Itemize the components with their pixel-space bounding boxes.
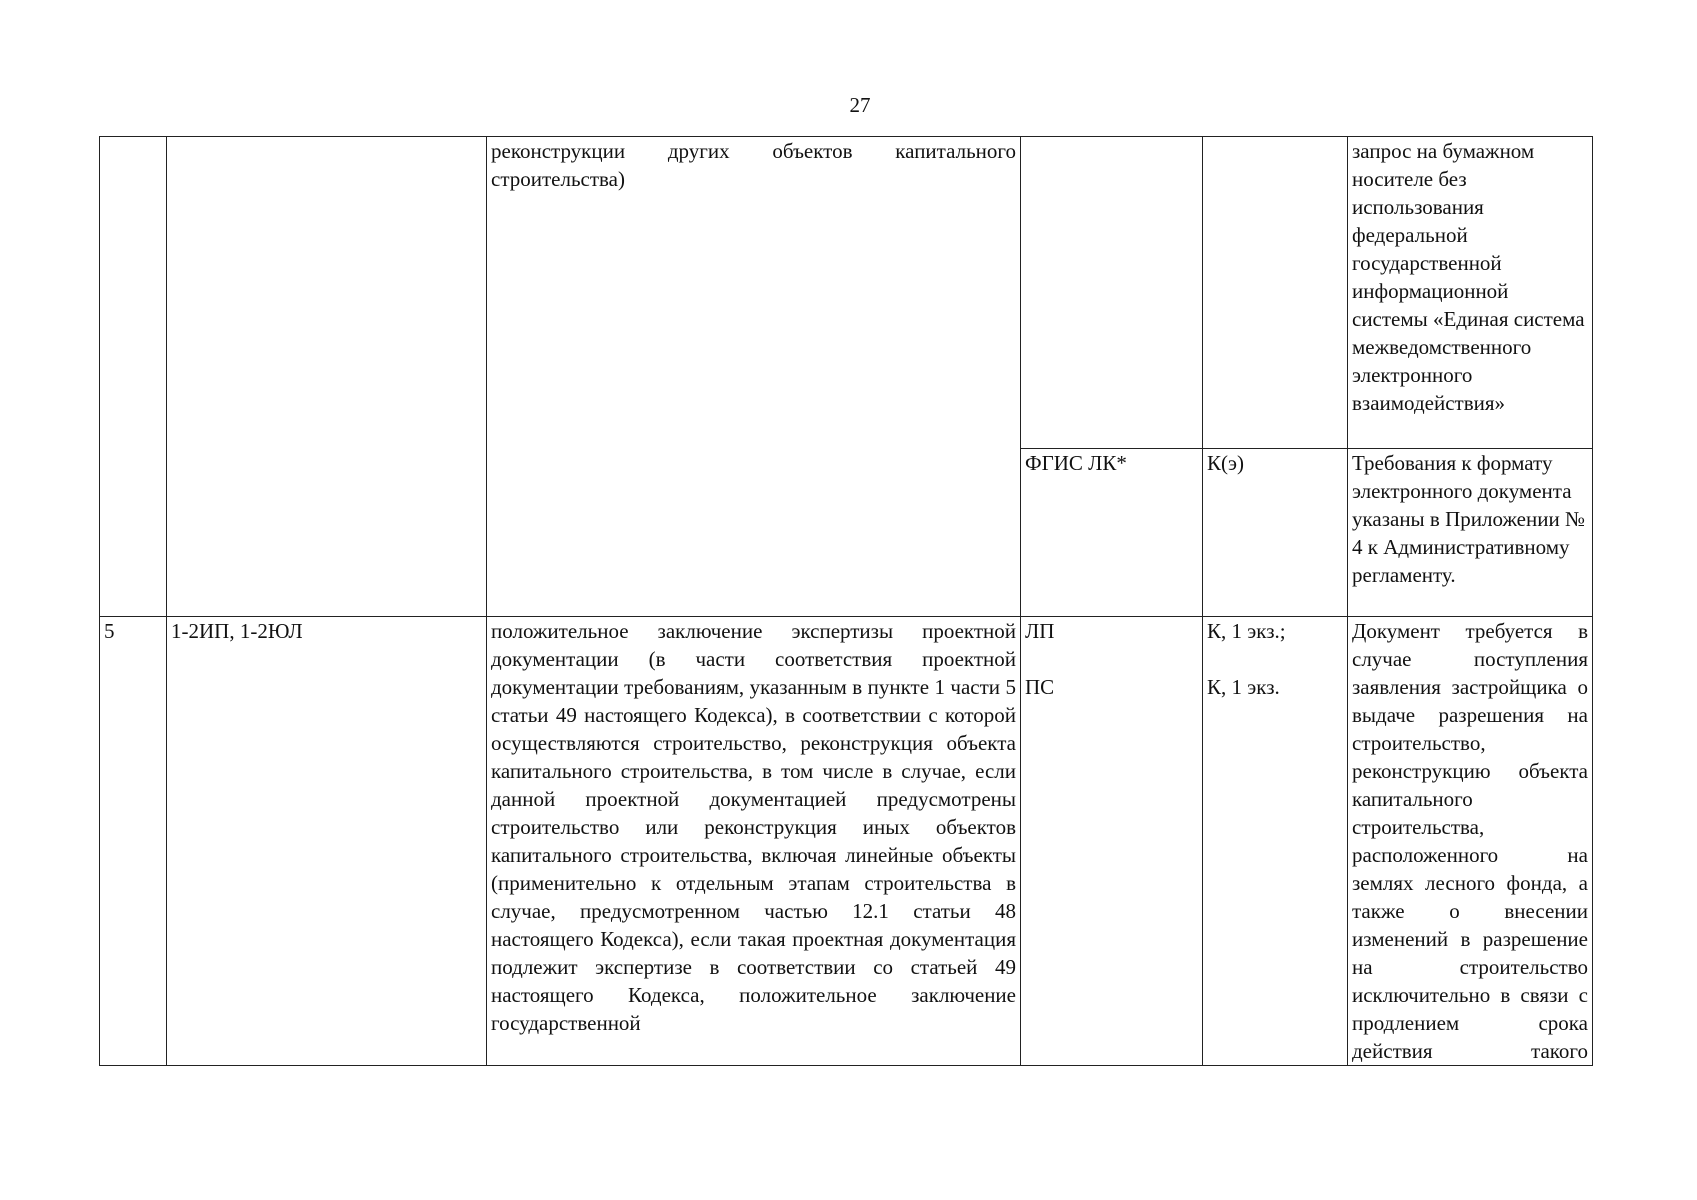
source-line: ПС: [1025, 675, 1055, 699]
row-number-cell: [100, 137, 167, 617]
form-line: К, 1 экз.;: [1207, 619, 1286, 643]
page-number: 27: [849, 93, 871, 117]
applicant-codes-cell: 1-2ИП, 1-2ЮЛ: [167, 617, 487, 1066]
form-line: К, 1 экз.: [1207, 675, 1280, 699]
form-cell: К(э): [1203, 449, 1348, 617]
applicant-codes-cell: [167, 137, 487, 617]
document-description: реконструкции других объектов капитального строительства): [487, 137, 1021, 617]
source-line: ЛП: [1025, 619, 1055, 643]
note-cell: Требования к формату электронного документа указаны в Приложении № 4 к Административному регламенту.: [1348, 449, 1593, 617]
note-cell: Документ требуется в случае поступления заявления застройщика о выдаче разрешения на строительство, реконструкцию объекта капитального строительства, расположенного на землях лесного фонда, а также о внесении изменений в разрешение на строительство исключительно в связи с продлением срока действия такого: [1348, 617, 1593, 1066]
note-cell: запрос на бумажном носителе без использования федеральной государственной информационной системы «Единая система межведомственного электронного взаимодействия»: [1348, 137, 1593, 449]
source-cell: [1021, 617, 1203, 1066]
table-row: [100, 617, 1593, 1066]
source-cell: ФГИС ЛК*: [1021, 449, 1203, 617]
form-cell: [1203, 617, 1348, 1066]
row-number-cell: 5: [100, 617, 167, 1066]
table-row: [100, 137, 1593, 449]
form-cell: [1203, 137, 1348, 449]
requirements-table: [99, 136, 1593, 1066]
document-description: положительное заключение экспертизы проектной документации (в части соответствия проектной документации требованиям, указанным в пункте 1 части 5 статьи 49 настоящего Кодекса), в соответствии с которой осуществляются строительство, реконструкция объекта капитального строительства, в том числе в случае, если данной проектной документацией предусмотрены строительство или реконструкция иных объектов капитального строительства, включая линейные объекты (применительно к отдельным этапам строительства в случае, предусмотренном частью 12.1 статьи 48 настоящего Кодекса), если такая проектная документация подлежит экспертизе в соответствии со статьей 49 настоящего Кодекса, положительное заключение государственной: [487, 617, 1021, 1066]
source-cell: [1021, 137, 1203, 449]
